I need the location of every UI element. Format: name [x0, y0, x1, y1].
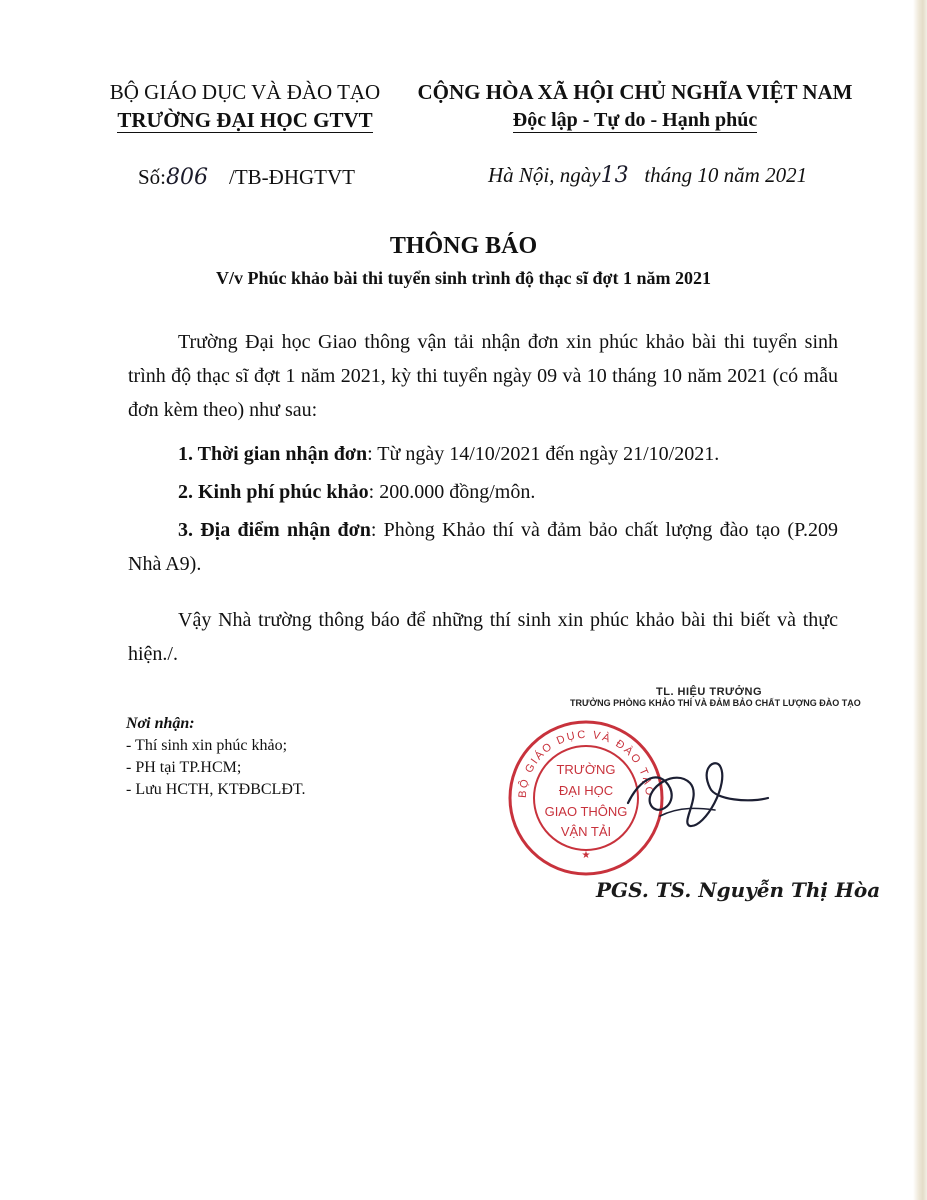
recipient-item: - PH tại TP.HCM; — [126, 759, 242, 776]
item-1-text: : Từ ngày 14/10/2021 đến ngày 21/10/2021. — [367, 443, 720, 465]
document-subject: V/v Phúc khảo bài thi tuyển sinh trình độ thạc sĩ đợt 1 năm 2021 — [215, 268, 712, 288]
national-motto: Độc lập - Tự do - Hạnh phúc — [512, 109, 758, 131]
issuer-header — [95, 78, 395, 134]
item-3 — [128, 513, 838, 581]
doc-number-prefix: Số: — [138, 165, 167, 189]
recipient-item: - Lưu HCTH, KTĐBCLĐT. — [126, 781, 306, 798]
closing-paragraph: Vậy Nhà trường thông báo để những thí sinh xin phúc khảo bài thi biết và thực hiện./. — [128, 609, 838, 665]
doc-number-handwritten: 806 — [166, 165, 209, 190]
signature-role-line1: TL. HIỆU TRƯỞNG — [656, 686, 763, 698]
recipient-item: - Thí sinh xin phúc khảo; — [126, 737, 288, 754]
stamp-star-icon: ★ — [581, 850, 591, 861]
document-number — [138, 165, 355, 190]
item-2 — [128, 475, 838, 509]
item-1-label: 1. Thời gian nhận đơn — [178, 443, 368, 465]
signer-name: PGS. TS. Nguyễn Thị Hòa — [596, 878, 881, 902]
handwritten-signature — [620, 748, 770, 838]
item-1 — [128, 437, 838, 471]
signature-role — [570, 686, 880, 708]
intro-paragraph: Trường Đại học Giao thông vận tải nhận đơn xin phúc khảo bài thi tuyển sinh trình độ thạc sĩ đợt 1 năm 2021, kỳ thi tuyển ngày 09 và 10 tháng 10 năm 2021 (có mẫu đơn kèm theo) như sau: — [128, 331, 838, 421]
document-title: THÔNG BÁO — [389, 233, 538, 259]
stamp-line-3: GIAO THÔNG — [544, 804, 628, 819]
page-edge-shadow — [913, 0, 927, 1200]
item-2-label: 2. Kinh phí phúc khảo — [178, 481, 369, 503]
country-name: CỘNG HÒA XÃ HỘI CHỦ NGHĨA VIỆT NAM — [417, 80, 853, 104]
date-suffix: tháng 10 năm 2021 — [644, 163, 808, 187]
school-name: TRƯỜNG ĐẠI HỌC GTVT — [117, 108, 373, 132]
stamp-line-4: VẬN TẢI — [560, 824, 612, 839]
doc-number-suffix: /TB-ĐHGTVT — [229, 165, 355, 189]
issue-date — [488, 163, 807, 188]
signature-role-line2: TRƯỞNG PHÒNG KHẢO THÍ VÀ ĐẢM BẢO CHẤT LƯỢNG ĐÀO TẠO — [570, 698, 861, 708]
date-day-handwritten: 13 — [600, 163, 629, 188]
recipients-block — [126, 713, 305, 801]
ministry-name: BỘ GIÁO DỤC VÀ ĐÀO TẠO — [109, 80, 381, 104]
item-3-label: 3. Địa điểm nhận đơn — [178, 519, 371, 541]
national-header — [405, 78, 865, 134]
recipients-heading: Nơi nhận: — [126, 715, 195, 732]
stamp-ring-text: BỘ GIÁO DỤC VÀ ĐÀO TẠO — [516, 728, 656, 799]
stamp-line-1: TRƯỜNG — [556, 762, 616, 777]
item-3-text: : Phòng Khảo thí và đảm bảo chất lượng đào tạo (P.209 Nhà A9). — [128, 519, 838, 575]
stamp-line-2: ĐẠI HỌC — [558, 783, 614, 798]
item-2-text: : 200.000 đồng/môn. — [368, 481, 536, 503]
date-prefix: Hà Nội, ngày — [488, 163, 601, 187]
